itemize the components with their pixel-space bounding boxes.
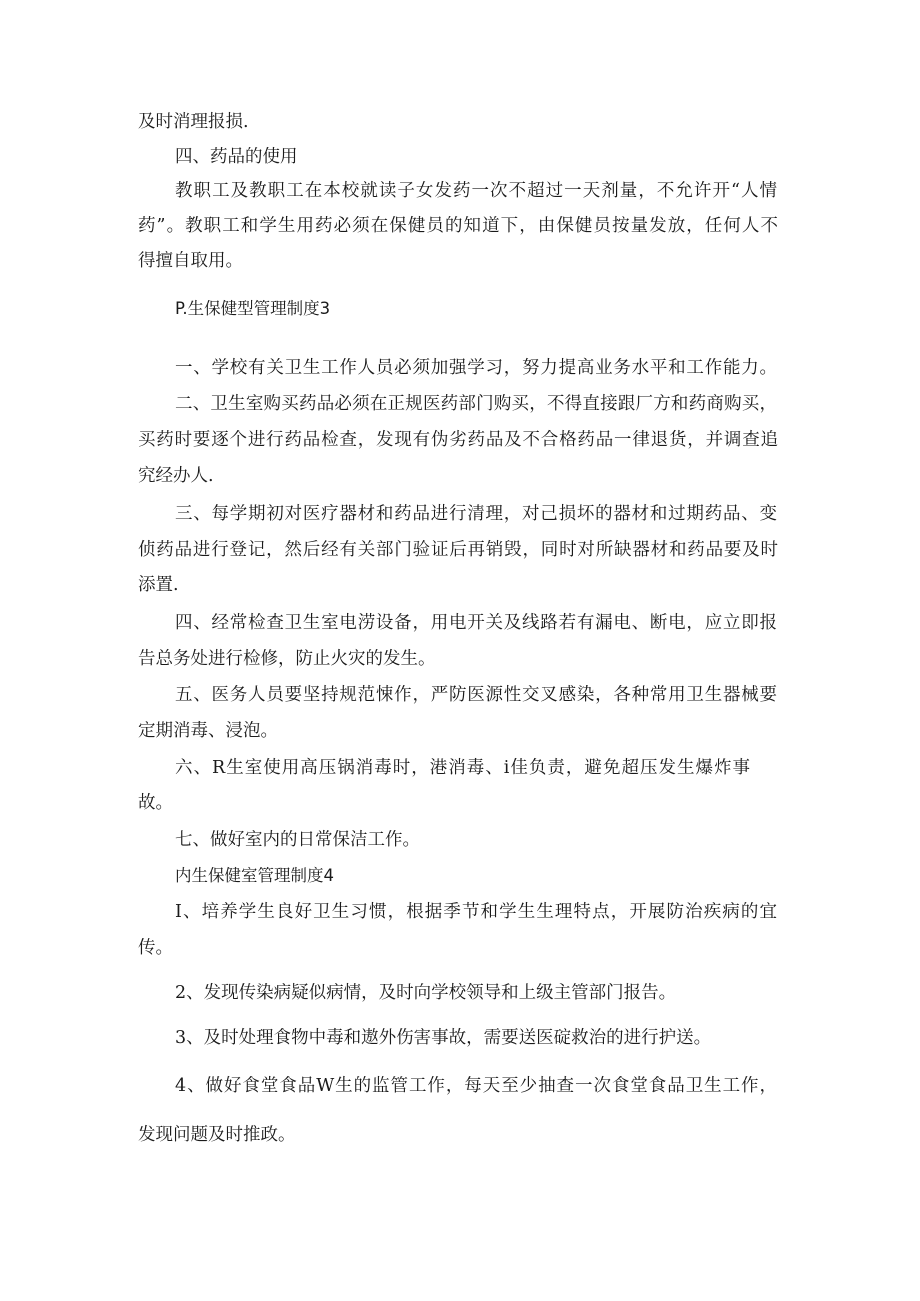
text-line: 定期消毒、浸泡。 (138, 721, 278, 741)
document-heading: P.生保健型管理制度3 (175, 299, 331, 318)
text-line: 告总务处进行检修，防止火灾的发生。 (138, 649, 436, 669)
text-line: 究经办人. (138, 466, 214, 486)
text-line: 添置. (138, 575, 179, 595)
text-line: 教职工及教职工在本校就读子女发药一次不超过一天剂量，不允许开“人情 (175, 181, 777, 201)
text-line: 3、及时处理食物中毒和遨外伤害事故，需要送医碇救治的进行护送。 (175, 1028, 712, 1048)
text-line: 药”。教职工和学生用药必须在保健员的知道下，由保健员按量发放，任何人不 (138, 216, 778, 236)
text-line: 六、R生室使用高压锅消毒时，港消毒、i佳负责，避免超压发生爆炸事 (175, 758, 750, 778)
text-line: 发现问题及时推政。 (138, 1125, 296, 1145)
text-line: 一、学校有关卫生工作人员必须加强学习，努力提高业务水平和工作能力。 (175, 358, 777, 378)
text-line: 二、卫生室购买药品必须在正规医药部门购买，不得直接跟厂方和药商购买， (175, 394, 777, 414)
document-heading: 内生保健室管理制度4 (175, 866, 334, 885)
text-line: 买药时要逐个进行药品检查，发现有伪劣药品及不合格药品一律退货，并调查追 (138, 430, 778, 450)
text-line: 三、每学期初对医疗器材和药品进行清理，对己损坏的器材和过期药品、变 (175, 504, 777, 524)
text-line: I、培养学生良好卫生习惯，根据季节和学生生理特点，开展防治疾病的宜 (175, 902, 777, 922)
text-line: 侦药品进行登记，然后经有关部门验证后再销毁，同时对所缺器材和药品要及时 (138, 540, 778, 560)
text-line: 得擅自取用。 (138, 251, 243, 271)
text-line: 传。 (138, 938, 173, 958)
text-line: 五、医务人员要坚持规范悚作，严防医源性交叉感染，各种常用卫生器械要 (175, 685, 777, 705)
text-line: 及时消理报损. (138, 112, 249, 132)
text-line: 四、经常检查卫生室电涝设备，用电开关及线路若有漏电、断电，应立即报 (175, 613, 777, 633)
text-line: 故。 (138, 793, 173, 813)
section-heading: 四、药品的使用 (175, 147, 298, 167)
text-line: 2、发现传染病疑似病情，及时向学校领导和上级主管部门报告。 (175, 983, 677, 1003)
text-line: 4、做好食堂食品W生的监管工作，每天至少抽查一次食堂食品卫生工作， (175, 1076, 777, 1096)
text-line: 七、做好室内的日常保洁工作。 (175, 830, 420, 850)
